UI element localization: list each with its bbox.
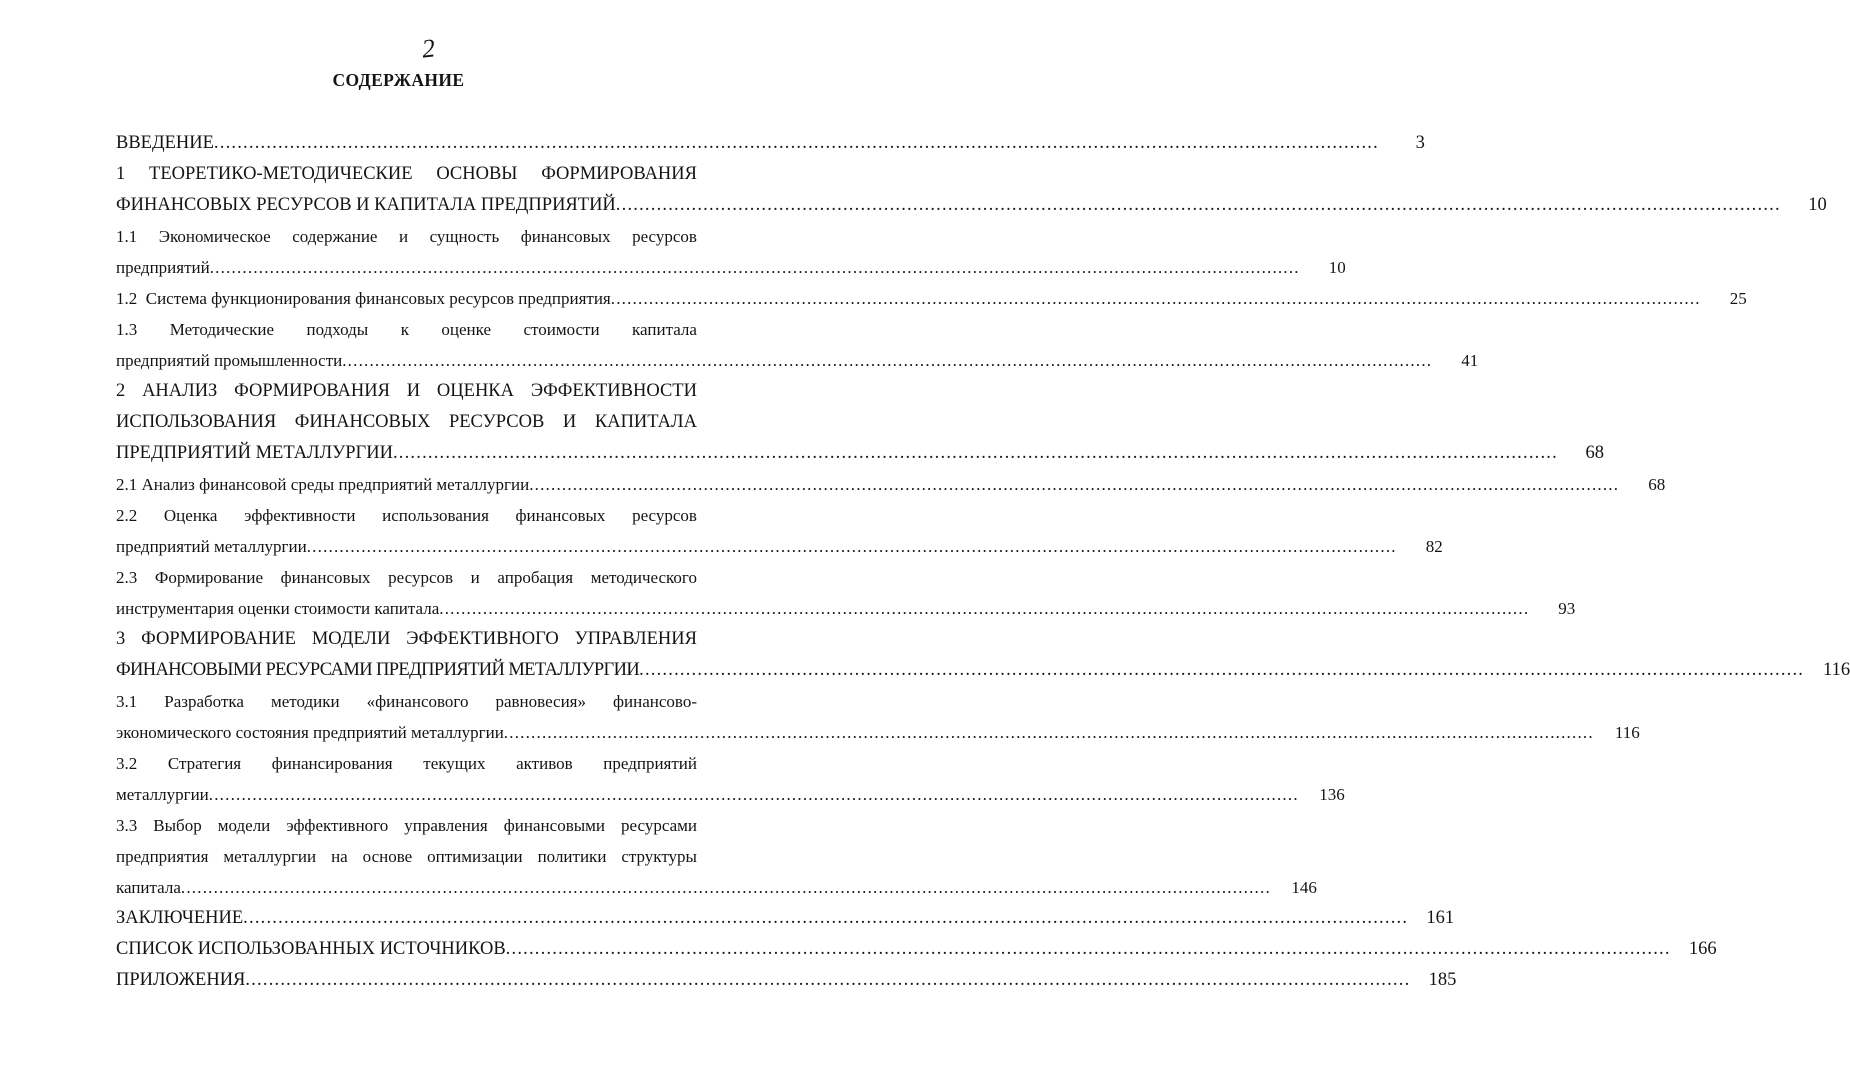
toc-word: ресурсами <box>621 816 697 835</box>
toc-word: 2.2 <box>116 506 138 525</box>
toc-word: Выбор <box>153 816 202 835</box>
toc-entry-title: ЗАКЛЮЧЕНИЕ <box>116 908 244 928</box>
toc-page-number: 10 <box>1328 258 1346 277</box>
toc-word: текущих <box>423 754 486 773</box>
toc-word: АНАЛИЗ <box>142 381 218 401</box>
toc-word: ФОРМИРОВАНИЯ <box>541 164 697 184</box>
toc-word: ОСНОВЫ <box>436 164 518 184</box>
toc-page-number: 161 <box>1426 908 1455 928</box>
toc-word: на <box>331 847 348 866</box>
toc-entry-title: ВВЕДЕНИЕ <box>116 133 214 153</box>
page-title: СОДЕРЖАНИЕ <box>332 70 465 90</box>
toc-word: металлургии <box>223 847 317 866</box>
toc-entry-title: экономического состояния предприятий металлургии <box>116 723 504 742</box>
toc-word: содержание <box>292 227 378 246</box>
toc-word: РЕСУРСОВ <box>448 412 545 432</box>
toc-line-justified <box>116 686 748 717</box>
toc-page-number: 166 <box>1688 939 1717 959</box>
toc-word: Экономическое <box>158 227 271 246</box>
dot-leader: ........................................................................................................................................................................................................ <box>615 195 1781 215</box>
toc-entry-appendix[interactable] <box>116 965 1457 996</box>
toc-word: оптимизации <box>427 847 523 866</box>
toc-line-justified <box>116 810 748 841</box>
dot-leader: ........................................................................................................................................................................................................ <box>639 660 1805 680</box>
toc-page-number: 185 <box>1428 970 1457 990</box>
toc-word: предприятий <box>603 754 697 773</box>
toc-word: модели <box>217 816 271 835</box>
toc-line-justified <box>116 376 748 407</box>
toc-word: стоимости <box>523 320 600 339</box>
toc-page-number: 41 <box>1461 351 1479 370</box>
toc-word: МОДЕЛИ <box>311 629 391 649</box>
toc-entry-title: ПРЕДПРИЯТИЙ МЕТАЛЛУРГИИ <box>116 443 393 463</box>
toc-entry-title: предприятий <box>116 258 210 277</box>
toc-word: финансово- <box>613 692 697 711</box>
toc-entry-chapter-1[interactable] <box>116 159 1827 221</box>
toc-line-justified <box>116 748 748 779</box>
toc-word: Методические <box>169 320 275 339</box>
toc-entry-title: капитала <box>116 878 181 897</box>
toc-entry-section-3-3[interactable] <box>116 810 1317 903</box>
toc-page-number: 68 <box>1585 443 1604 463</box>
dot-leader: ........................................................................................................................................................................................................ <box>505 939 1671 959</box>
toc-line-justified <box>116 221 748 252</box>
dot-leader: ........................................................................................................................................................................................................ <box>245 970 1411 990</box>
toc-page-number: 3 <box>1415 133 1425 153</box>
toc-entry-title: предприятий промышленности <box>116 351 343 370</box>
toc-word: 3 <box>116 629 126 649</box>
toc-word: ресурсов <box>388 568 454 587</box>
toc-entry-section-1-2[interactable] <box>116 283 1747 314</box>
toc-word: Стратегия <box>167 754 242 773</box>
toc-entry-title: инструментария оценки стоимости капитала <box>116 599 440 618</box>
toc-word: оценке <box>441 320 492 339</box>
toc-word: и <box>470 568 480 587</box>
toc-word: к <box>400 320 409 339</box>
toc-word: капитала <box>632 320 697 339</box>
toc-word: УПРАВЛЕНИЯ <box>574 629 697 649</box>
toc-word: Разработка <box>164 692 244 711</box>
toc-page-number: 116 <box>1823 660 1850 680</box>
dot-leader: ........................................................................................................................................................................................................ <box>208 785 1299 804</box>
toc-word: 3.2 <box>116 754 138 773</box>
toc-word: финансовых <box>280 568 371 587</box>
toc-word: ФИНАНСОВЫХ <box>294 412 431 432</box>
dot-leader: ........................................................................................................................................................................................................ <box>180 878 1271 897</box>
toc-word: ИСПОЛЬЗОВАНИЯ <box>116 412 277 432</box>
toc-word: 2 <box>116 381 126 401</box>
toc-word: ресурсов <box>632 227 697 246</box>
dot-leader: ........................................................................................................................................................................................................ <box>306 537 1397 556</box>
toc-entry-section-1-3[interactable] <box>116 314 1479 376</box>
toc-entry-section-1-1[interactable] <box>116 221 1346 283</box>
toc-entry-intro[interactable] <box>116 128 1425 159</box>
toc-entry-section-2-2[interactable] <box>116 500 1443 562</box>
toc-word: ФОРМИРОВАНИЕ <box>141 629 296 649</box>
toc-line-justified <box>116 159 748 190</box>
toc-word: активов <box>516 754 573 773</box>
dot-leader: ........................................................................................................................................................................................................ <box>243 908 1409 928</box>
toc-word: КАПИТАЛА <box>594 412 697 432</box>
toc-word: 3.3 <box>116 816 138 835</box>
toc-word: политики <box>537 847 607 866</box>
toc-word: 2.3 <box>116 568 138 587</box>
toc-entry-references[interactable] <box>116 934 1717 965</box>
toc-word: финансовых <box>515 506 606 525</box>
toc-entry-title: ПРИЛОЖЕНИЯ <box>116 970 246 990</box>
dot-leader: ........................................................................................................................................................................................................ <box>529 475 1620 494</box>
toc-line-justified <box>116 562 748 593</box>
toc-entry-title: СПИСОК ИСПОЛЬЗОВАННЫХ ИСТОЧНИКОВ <box>116 939 506 959</box>
toc-word: ЭФФЕКТИВНОГО <box>406 629 559 649</box>
toc-line-justified <box>116 500 748 531</box>
toc-entry-title: металлургии <box>116 785 209 804</box>
toc-word: ресурсов <box>632 506 697 525</box>
toc-word: подходы <box>306 320 369 339</box>
toc-word: финансовыми <box>503 816 605 835</box>
toc-entry-conclusion[interactable] <box>116 903 1455 934</box>
toc-word: И <box>562 412 577 432</box>
toc-word: основе <box>362 847 413 866</box>
toc-word: И <box>406 381 421 401</box>
toc-word: равновесия» <box>495 692 586 711</box>
toc-page-number: 93 <box>1558 599 1576 618</box>
toc-word: предприятия <box>116 847 209 866</box>
toc-line-justified <box>116 314 748 345</box>
toc-entry-title: ФИНАНСОВЫХ РЕСУРСОВ И КАПИТАЛА ПРЕДПРИЯТИЙ <box>116 195 616 215</box>
toc-word: ФОРМИРОВАНИЯ <box>234 381 390 401</box>
toc-word: 1.1 <box>116 227 138 246</box>
dot-leader: ........................................................................................................................................................................................................ <box>439 599 1530 618</box>
dot-leader: ........................................................................................................................................................................................................ <box>503 723 1594 742</box>
toc-word: эффективности <box>244 506 356 525</box>
toc-word: и <box>398 227 409 246</box>
toc-page-number: 82 <box>1425 537 1443 556</box>
toc-line-justified <box>116 407 748 438</box>
toc-entry-section-3-2[interactable] <box>116 748 1345 810</box>
toc-word: управления <box>404 816 488 835</box>
toc-page-number: 116 <box>1614 723 1640 742</box>
dot-leader: ........................................................................................................................................................................................................ <box>392 443 1558 463</box>
toc-word: эффективного <box>286 816 389 835</box>
toc-word: методики <box>270 692 340 711</box>
toc-word: ОЦЕНКА <box>436 381 515 401</box>
handwritten-page-number: 2 <box>420 33 437 64</box>
toc-entry-chapter-2[interactable] <box>116 376 1604 469</box>
toc-word: ЭФФЕКТИВНОСТИ <box>530 381 697 401</box>
toc-entry-section-2-3[interactable] <box>116 562 1576 624</box>
dot-leader: ........................................................................................................................................................................................................ <box>213 133 1379 153</box>
toc-word: Оценка <box>163 506 218 525</box>
toc-word: Формирование <box>154 568 264 587</box>
toc-word: использования <box>382 506 489 525</box>
toc-word: 3.1 <box>116 692 138 711</box>
toc-word: финансирования <box>271 754 393 773</box>
toc-entry-title: ФИНАНСОВЫМИ РЕСУРСАМИ ПРЕДПРИЯТИЙ МЕТАЛЛУРГИИ <box>116 660 640 680</box>
toc-entry-title: 1.2 Система функционирования финансовых ресурсов предприятия <box>116 289 611 308</box>
toc-entry-section-3-1[interactable] <box>116 686 1640 748</box>
toc-page-number: 25 <box>1729 289 1747 308</box>
toc-word: методического <box>590 568 697 587</box>
toc-line-justified <box>116 841 748 872</box>
toc-word: ТЕОРЕТИКО-МЕТОДИЧЕСКИЕ <box>149 164 413 184</box>
toc-word: «финансового <box>366 692 469 711</box>
toc-entry-title: предприятий металлургии <box>116 537 307 556</box>
dot-leader: ........................................................................................................................................................................................................ <box>610 289 1701 308</box>
dot-leader: ........................................................................................................................................................................................................ <box>342 351 1433 370</box>
toc-entry-title: 2.1 Анализ финансовой среды предприятий металлургии <box>116 475 530 494</box>
toc-entry-section-2-1[interactable] <box>116 469 1666 500</box>
toc-entry-chapter-3[interactable] <box>116 624 1850 686</box>
toc-word: финансовых <box>520 227 611 246</box>
toc-page-number: 146 <box>1291 878 1317 897</box>
toc-word: апробация <box>497 568 574 587</box>
toc-line-justified <box>116 624 748 655</box>
toc-word: структуры <box>621 847 697 866</box>
table-of-contents <box>116 128 1850 996</box>
dot-leader: ........................................................................................................................................................................................................ <box>209 258 1300 277</box>
toc-page-number: 136 <box>1319 785 1345 804</box>
toc-word: 1.3 <box>116 320 138 339</box>
toc-word: 1 <box>116 164 126 184</box>
toc-page-number: 68 <box>1648 475 1666 494</box>
toc-word: сущность <box>429 227 500 246</box>
toc-page-number: 10 <box>1808 195 1827 215</box>
